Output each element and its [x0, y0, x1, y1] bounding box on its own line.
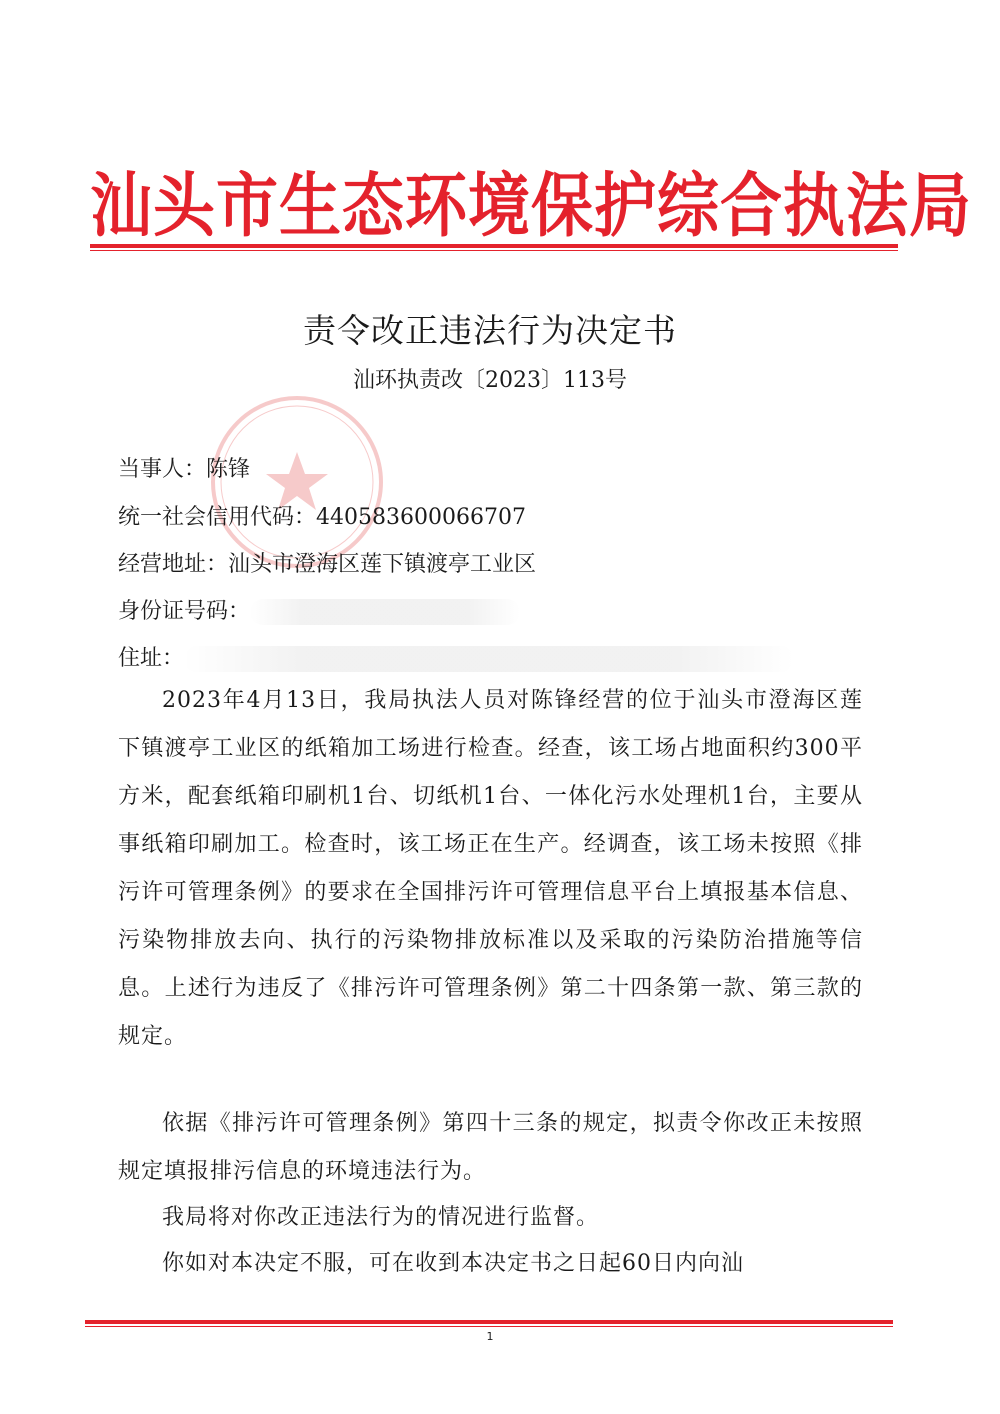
id-number-field	[118, 594, 520, 625]
address-label: 经营地址：	[118, 552, 229, 577]
address-value: 汕头市澄海区莲下镇渡亭工业区	[228, 552, 537, 577]
body-paragraph-4: 你如对本决定不服，可在收到本决定书之日起60日内向汕	[162, 1251, 744, 1276]
header-red-rule-thin	[90, 250, 898, 251]
credit-code-field	[118, 500, 526, 531]
credit-code-value: 440583600066707	[316, 505, 526, 530]
party-field	[118, 452, 250, 483]
id-number-redaction	[250, 599, 520, 625]
body-paragraph-2: 依据《排污许可管理条例》第四十三条的规定，拟责令你改正未按照规定填报排污信息的环境违法行为。	[118, 1111, 863, 1184]
body-paragraph-1: 2023年4月13日，我局执法人员对陈锋经营的位于汕头市澄海区莲下镇渡亭工业区的纸箱加工场进行检查。经查，该工场占地面积约300平方米，配套纸箱印刷机1台、切纸机1台、一体化污水处理机1台，主要从事纸箱印刷加工。检查时，该工场正在生产。经调查，该工场未按照《排污许可管理条例》的要求在全国排污许可管理信息平台上填报基本信息、污染物排放去向、执行的污染物排放标准以及采取的污染防治措施等信息。上述行为违反了《排污许可管理条例》第二十四条第一款、第三款的规定。	[118, 688, 863, 1049]
document-number: 汕环执责改〔2023〕113号	[353, 368, 627, 393]
document-title: 责令改正违法行为决定书	[303, 311, 677, 350]
residence-redaction	[184, 646, 794, 672]
header-red-rule	[90, 244, 898, 248]
party-value: 陈锋	[206, 457, 251, 482]
address-field	[118, 547, 536, 578]
body-paragraph-3: 我局将对你改正违法行为的情况进行监督。	[162, 1205, 600, 1230]
id-number-label: 身份证号码：	[118, 599, 251, 624]
page-number: 1	[486, 1330, 494, 1343]
residence-label: 住址：	[118, 646, 185, 671]
agency-header: 汕头市生态环境保护综合执法局	[90, 164, 973, 247]
footer-red-rule	[85, 1320, 893, 1324]
residence-field	[118, 641, 794, 672]
party-label: 当事人：	[118, 457, 207, 482]
footer-red-rule-thin	[85, 1326, 893, 1327]
credit-code-label: 统一社会信用代码：	[118, 505, 317, 530]
